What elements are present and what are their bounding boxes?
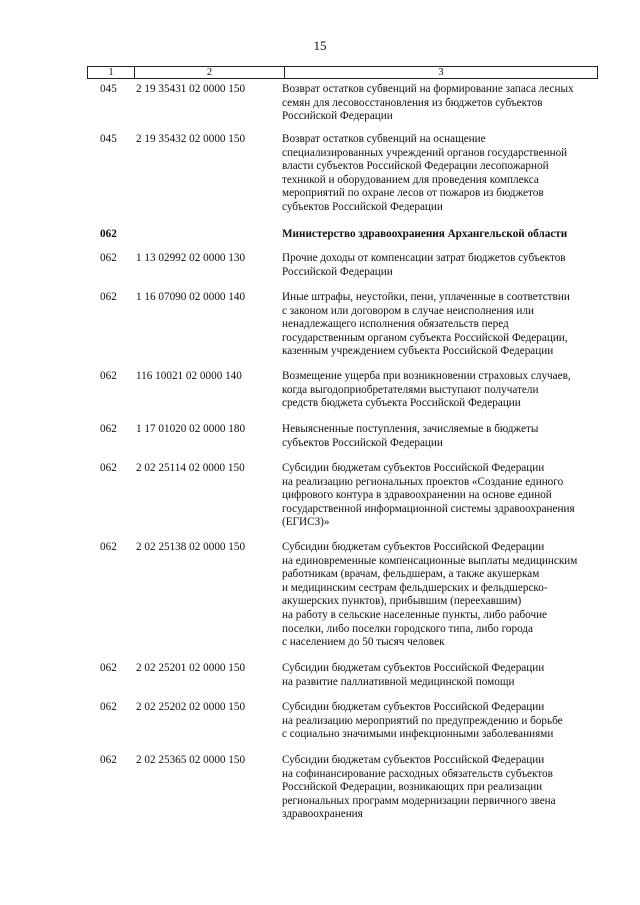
- revenue-code: 2 02 25201 02 0000 150: [136, 662, 246, 674]
- revenue-name: [282, 228, 612, 242]
- admin-code: 062: [100, 754, 117, 766]
- revenue-name: [282, 83, 612, 124]
- revenue-name-line: субъектов Российской Федерации: [282, 200, 443, 213]
- revenue-name-line: с социально значимыми инфекционными заболеваниями: [282, 728, 554, 741]
- revenue-name-line: здравоохранения: [282, 808, 363, 821]
- revenue-name-line: (ЕГИСЗ)»: [282, 516, 330, 529]
- revenue-name-line: Субсидии бюджетам субъектов Российской Федерации: [282, 662, 545, 674]
- revenue-name-line: государственной информационной системы здравоохранения: [282, 502, 575, 515]
- revenue-name-line: мероприятий по охране лесов от пожаров из бюджетов: [282, 187, 544, 200]
- revenue-name-line: ненадлежащего исполнения обязательств перед: [282, 318, 509, 331]
- admin-code: 062: [100, 252, 117, 264]
- revenue-name-line: работникам (врачам, фельдшерам, а также акушеркам: [282, 568, 540, 581]
- revenue-code: 2 19 35431 02 0000 150: [136, 83, 246, 95]
- revenue-name-line: на реализацию мероприятий по предупреждению и борьбе: [282, 714, 563, 727]
- revenue-name-line: когда выгодоприобретателями выступают получатели: [282, 383, 539, 396]
- header-col-2: 2: [135, 67, 285, 79]
- admin-code: 062: [100, 291, 117, 303]
- revenue-name-line: Возврат остатков субвенций на оснащение: [282, 133, 486, 145]
- revenue-name: [282, 462, 612, 530]
- revenue-name: [282, 291, 612, 359]
- revenue-name-line: с законом или договором в случае неисполнения или: [282, 304, 534, 317]
- admin-code: 062: [100, 462, 117, 474]
- revenue-name: [282, 133, 612, 215]
- admin-code: 062: [100, 228, 117, 240]
- revenue-name-line: акушерских пунктов), прибывшим (переехавшим): [282, 595, 522, 608]
- revenue-code: 2 02 25138 02 0000 150: [136, 541, 246, 553]
- revenue-code: 2 02 25365 02 0000 150: [136, 754, 246, 766]
- revenue-name-line: средств бюджета субъекта Российской Федерации: [282, 397, 521, 410]
- revenue-name: [282, 662, 612, 689]
- revenue-name: [282, 754, 612, 822]
- revenue-name-line: техникой и оборудованием для проведения комплекса: [282, 173, 539, 186]
- admin-code: 062: [100, 423, 117, 435]
- revenue-name-line: субъектов Российской Федерации: [282, 436, 443, 449]
- header-col-3: 3: [285, 67, 598, 79]
- revenue-name-line: власти субъектов Российской Федерации лесопожарной: [282, 160, 549, 173]
- revenue-name-line: на софинансирование расходных обязательств субъектов: [282, 767, 553, 780]
- revenue-name-line: на реализацию региональных проектов «Создание единого: [282, 475, 564, 488]
- revenue-name-line: на единовременные компенсационные выплаты медицинским: [282, 554, 578, 567]
- revenue-name-line: семян для лесовосстановления из бюджетов субъектов: [282, 96, 543, 109]
- admin-code: 045: [100, 133, 117, 145]
- revenue-name-line: Российской Федерации: [282, 110, 393, 123]
- revenue-name: [282, 252, 612, 279]
- revenue-name-line: Возврат остатков субвенций на формирование запаса лесных: [282, 83, 574, 95]
- revenue-code: 1 16 07090 02 0000 140: [136, 291, 246, 303]
- revenue-name-line: Прочие доходы от компенсации затрат бюджетов субъектов: [282, 252, 566, 264]
- revenue-name-line: региональных программ модернизации первичного звена: [282, 794, 556, 807]
- header-col-1: 1: [88, 67, 135, 79]
- revenue-code: 2 02 25114 02 0000 150: [136, 462, 245, 474]
- revenue-name-line: государственным органом субъекта Российской Федерации,: [282, 331, 568, 344]
- revenue-code: 1 13 02992 02 0000 130: [136, 252, 246, 264]
- admin-code: 062: [100, 541, 117, 553]
- revenue-name-line: Невыясненные поступления, зачисляемые в бюджеты: [282, 423, 539, 435]
- revenue-name-line: Субсидии бюджетам субъектов Российской Федерации: [282, 701, 545, 713]
- revenue-name-line: цифрового контура в здравоохранении на основе единой: [282, 489, 552, 502]
- admin-code: 062: [100, 370, 117, 382]
- revenue-name-line: с населением до 50 тысяч человек: [282, 636, 445, 649]
- revenue-name-line: на работу в сельские населенные пункты, либо рабочие: [282, 608, 548, 621]
- revenue-name-line: Иные штрафы, неустойки, пени, уплаченные в соответствии: [282, 291, 570, 303]
- revenue-name-line: Министерство здравоохранения Архангельской области: [282, 228, 568, 240]
- revenue-code: 1 17 01020 02 0000 180: [136, 423, 246, 435]
- revenue-name-line: на развитие паллиативной медицинской помощи: [282, 675, 515, 688]
- revenue-code: 2 19 35432 02 0000 150: [136, 133, 246, 145]
- revenue-name-line: специализированных учреждений органов государственной: [282, 146, 568, 159]
- revenue-name-line: Субсидии бюджетам субъектов Российской Федерации: [282, 541, 545, 553]
- revenue-name-line: Российской Федерации: [282, 265, 393, 278]
- revenue-name: [282, 370, 612, 411]
- revenue-name-line: Российской Федерации, возникающих при реализации: [282, 781, 543, 794]
- revenue-name: [282, 541, 612, 650]
- revenue-name-line: поселки, либо поселки городского типа, либо города: [282, 622, 533, 635]
- revenue-name: [282, 701, 612, 742]
- revenue-name-line: Субсидии бюджетам субъектов Российской Федерации: [282, 754, 545, 766]
- page-number: 15: [313, 38, 327, 53]
- revenue-code: 2 02 25202 02 0000 150: [136, 701, 246, 713]
- revenue-name: [282, 423, 612, 450]
- admin-code: 045: [100, 83, 117, 95]
- table-header: [87, 66, 598, 79]
- admin-code: 062: [100, 701, 117, 713]
- revenue-code: 116 10021 02 0000 140: [136, 370, 242, 382]
- admin-code: 062: [100, 662, 117, 674]
- revenue-name-line: Субсидии бюджетам субъектов Российской Федерации: [282, 462, 545, 474]
- revenue-name-line: казенным учреждением субъекта Российской Федерации: [282, 345, 554, 358]
- revenue-name-line: и медицинским сестрам фельдшерских и фельдшерско-: [282, 581, 548, 594]
- revenue-name-line: Возмещение ущерба при возникновении страховых случаев,: [282, 370, 571, 382]
